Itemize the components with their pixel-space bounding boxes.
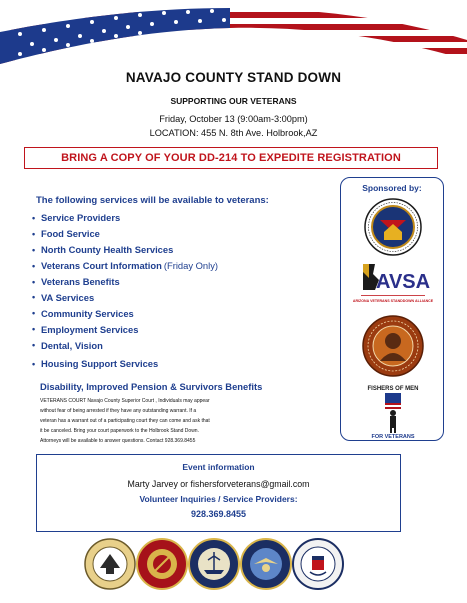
sponsor-heading: Sponsored by: xyxy=(362,183,422,193)
sponsor-panel xyxy=(340,177,444,441)
bullet-icon: • xyxy=(32,244,36,255)
navy-seal-icon xyxy=(188,538,240,590)
list-item xyxy=(32,210,218,226)
avsa-letters: AVSA xyxy=(376,271,431,293)
event-info-box xyxy=(36,454,401,532)
american-flag-banner xyxy=(0,0,467,75)
bullet-icon: • xyxy=(32,276,36,287)
bullet-icon: • xyxy=(32,308,36,319)
service-label: Dental, Vision xyxy=(41,339,103,351)
avsa-logo-icon xyxy=(352,260,434,308)
service-label: Employment Services xyxy=(41,323,139,335)
service-label: Food Service xyxy=(41,228,100,240)
list-item xyxy=(32,226,218,242)
service-note: (Friday Only) xyxy=(163,260,219,272)
extra-benefits: Disability, Improved Pension & Survivors Benefits xyxy=(40,381,263,392)
bullet-icon: • xyxy=(32,340,36,351)
fishers-bottom-text: FOR VETERANS xyxy=(371,434,415,440)
page-subtitle: SUPPORTING OUR VETERANS xyxy=(170,96,297,106)
list-item xyxy=(32,356,218,372)
list-item xyxy=(32,289,218,305)
service-label: Veterans Court Information xyxy=(41,260,162,272)
service-label: VA Services xyxy=(41,291,95,303)
bullet-icon: • xyxy=(32,292,36,303)
services-heading: The following services will be available to veterans: xyxy=(36,195,269,206)
volunteer-inquiries: Volunteer Inquiries / Service Providers: xyxy=(139,494,298,504)
fishers-top-text: FISHERS OF MEN xyxy=(367,386,419,392)
event-contact: Marty Jarvey or fishersforveterans@gmail.com xyxy=(127,479,310,489)
services-list xyxy=(32,210,218,372)
marine-corps-seal-icon xyxy=(136,538,188,590)
air-force-seal-icon xyxy=(240,538,292,590)
bullet-icon: • xyxy=(32,260,36,271)
list-item xyxy=(32,242,218,258)
service-label: Service Providers xyxy=(41,212,121,224)
court-note-line: without fear of being arrested if they have any outstanding warrant. If a xyxy=(40,408,197,414)
event-date: Friday, October 13 (9:00am-3:00pm) xyxy=(159,114,308,124)
bullet-icon: • xyxy=(32,228,36,239)
fishers-of-men-logo-icon xyxy=(365,383,421,439)
veterans-services-seal-icon xyxy=(364,198,422,256)
bullet-icon: • xyxy=(32,324,36,335)
page-title: NAVAJO COUNTY STAND DOWN xyxy=(125,70,342,85)
army-seal-icon xyxy=(84,538,136,590)
dd214-banner xyxy=(24,147,438,169)
court-note-line: Attorneys will be available to answer questions. Contact 928.369.8455 xyxy=(40,438,196,444)
service-label: Housing Support Services xyxy=(41,358,159,370)
list-item xyxy=(32,274,218,290)
court-note-line: it be canceled. Bring your court paperwork to the Holbrook Stand Down. xyxy=(40,428,199,434)
event-info-heading: Event information xyxy=(182,462,255,472)
navajo-county-seal-icon xyxy=(362,315,424,377)
bullet-icon: • xyxy=(32,212,36,223)
list-item xyxy=(32,337,218,353)
court-note-line: veteran has a warrant out of a participating court they can come and ask that xyxy=(40,418,210,424)
veterans-court-note xyxy=(40,396,300,446)
list-item xyxy=(32,258,218,274)
service-label: Veterans Benefits xyxy=(41,276,120,287)
service-label: North County Health Services xyxy=(41,244,174,256)
coast-guard-seal-icon xyxy=(292,538,344,590)
event-location: LOCATION: 455 N. 8th Ave. Holbrook,AZ xyxy=(149,128,318,138)
service-label: Community Services xyxy=(41,307,134,319)
contact-phone: 928.369.8455 xyxy=(190,509,247,519)
avsa-name: ARIZONA VETERANS STANDDOWN ALLIANCE xyxy=(352,299,434,303)
list-item xyxy=(32,321,218,337)
bullet-icon: • xyxy=(32,358,36,369)
court-note-line: VETERANS COURT Navajo County Superior Court , Individuals may appear xyxy=(40,398,210,404)
dd214-banner-text: BRING A COPY OF YOUR DD-214 TO EXPEDITE REGISTRATION xyxy=(61,152,401,164)
list-item xyxy=(32,305,218,321)
